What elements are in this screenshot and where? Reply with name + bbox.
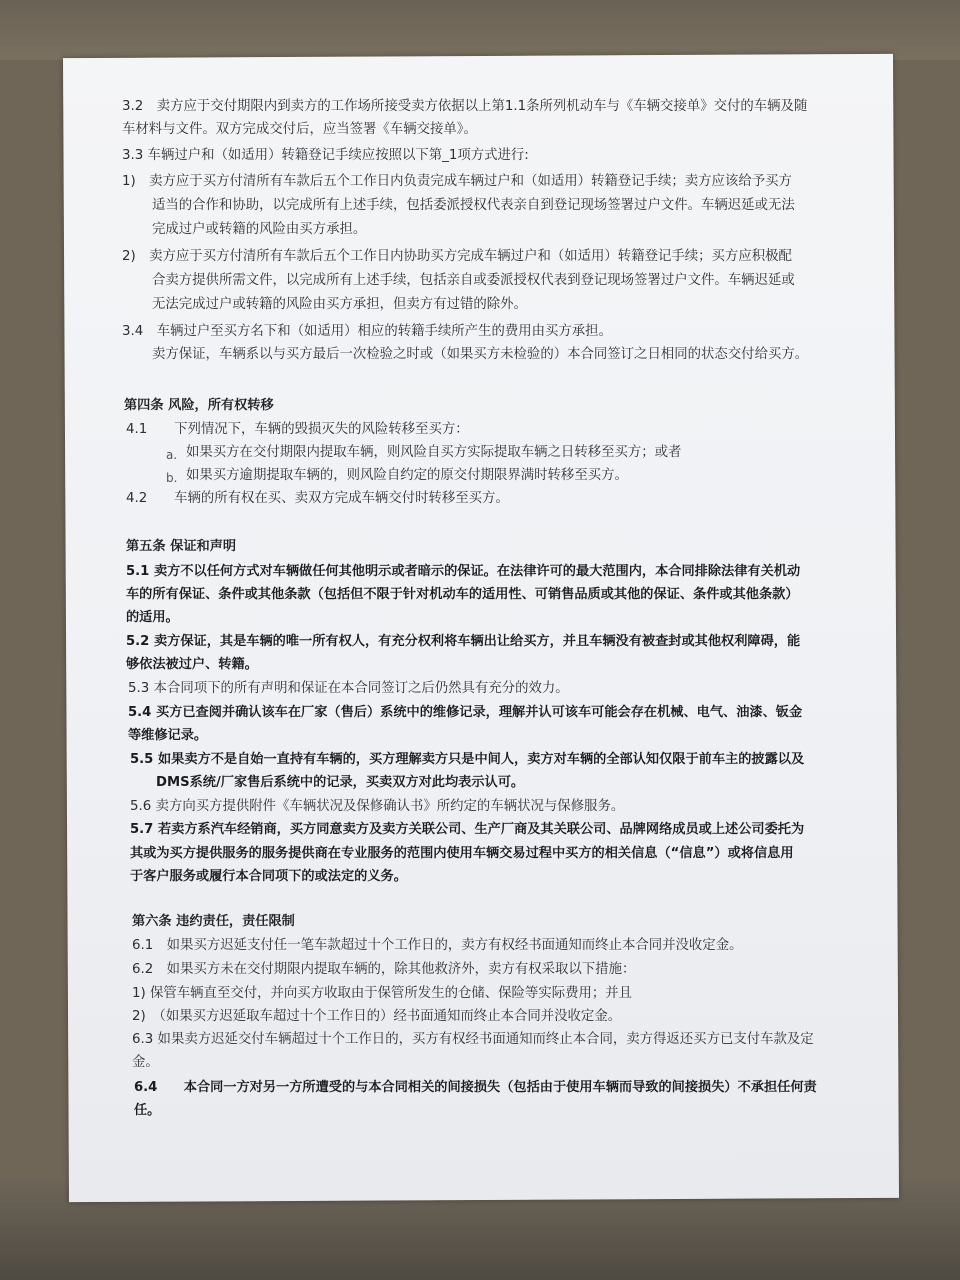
article-5-heading: 第五条 保证和声明 [126,539,237,554]
clause-3-3-option-2-line-1: 2) 卖方应于买方付清所有车款后五个工作日内协助买方完成车辆过户和（如适用）转籍登记手续；买方应积极配 [122,249,792,264]
clause-6-2: 6.2 如果买方未在交付期限内提取车辆的，除其他救济外，卖方有权采取以下措施： [132,962,636,977]
clause-5-4-line-1: 5.4 买方已查阅并确认该车在厂家（售后）系统中的维修记录，理解并认可该车可能会存在机械、电气、油漆、钣金 [128,705,803,720]
clause-5-4-line-2: 等维修记录。 [128,728,208,743]
list-marker-b: b. [166,471,178,485]
clause-4-2: 4.2 车辆的所有权在买、卖双方完成车辆交付时转移至买方。 [126,491,509,506]
article-4-heading: 第四条 风险，所有权转移 [124,398,274,413]
clause-4-1-b: 如果买方逾期提取车辆的，则风险自约定的原交付期限界满时转移至买方。 [186,468,628,483]
clause-3-3: 3.3 车辆过户和（如适用）转籍登记手续应按照以下第_1项方式进行: [122,148,529,163]
clause-3-3-option-2-line-2: 合卖方提供所需文件，以完成所有上述手续，包括亲自或委派授权代表到登记现场签署过户文件。车辆迟延或 [152,273,795,288]
clause-5-5-line-2: DMS系统/厂家售后系统中的记录，买卖双方对此均表示认可。 [156,775,525,790]
clause-5-2-line-1: 5.2 卖方保证，其是车辆的唯一所有权人，有充分权利将车辆出让给买方，并且车辆没有被查封或其他权利障碍，能 [126,634,801,649]
clause-4-1-a: 如果买方在交付期限内提取车辆，则风险自买方实际提取车辆之日转移至买方；或者 [186,445,682,460]
clause-5-1-line-1: 5.1 卖方不以任何方式对车辆做任何其他明示或者暗示的保证。在法律许可的最大范围内，本合同排除法律有关机动 [126,564,801,579]
seller-warranty-statement: 卖方保证，车辆系以与买方最后一次检验之时或（如果买方未检验的）本合同签订之日相同的状态交付给买方。 [152,347,809,362]
clause-3-4: 3.4 车辆过户至买方名下和（如适用）相应的转籍手续所产生的费用由买方承担。 [122,324,612,339]
clause-5-1-line-3: 的适用。 [126,610,179,625]
article-6-heading: 第六条 违约责任，责任限制 [132,914,295,929]
clause-3-2-line-1: 3.2 卖方应于交付期限内到卖方的工作场所接受卖方依据以上第1.1条所列机动车与《车辆交接单》交付的车辆及随 [122,99,808,114]
clause-5-1-line-2: 车的所有保证、条件或其他条款（包括但不限于针对机动车的适用性、可销售品质或其他的保证、条件或其他条款） [126,587,799,602]
clause-4-1: 4.1 下列情况下，车辆的毁损灭失的风险转移至买方： [126,422,469,437]
clause-3-3-option-1-line-1: 1) 卖方应于买方付清所有车款后五个工作日内负责完成车辆过户和（如适用）转籍登记手续；卖方应该给予买方 [122,174,792,189]
clause-5-5-line-1: 5.5 如果卖方不是自始一直持有车辆的，买方理解卖方只是中间人，卖方对车辆的全部认知仅限于前车主的披露以及 [130,752,805,767]
clause-3-3-option-1-line-2: 适当的合作和协助，以完成所有上述手续，包括委派授权代表亲自到登记现场签署过户文件。车辆迟延或无法 [152,198,795,213]
list-marker-a: a. [166,448,178,462]
clause-3-3-option-1-line-3: 完成过户或转籍的风险由买方承担。 [152,222,367,237]
clause-5-6: 5.6 卖方向买方提供附件《车辆状况及保修确认书》所约定的车辆状况与保修服务。 [130,799,625,814]
clause-5-2-line-2: 够依法被过户、转籍。 [126,657,258,672]
clause-6-4-line-2: 任。 [134,1103,161,1118]
clause-5-7-line-2: 其或为买方提供服务的服务提供商在专业服务的范围内使用车辆交易过程中买方的相关信息（“信息”）或将信息用 [130,846,794,861]
clause-6-3-line-1: 6.3 如果卖方迟延交付车辆超过十个工作日的，买方有权经书面通知而终止本合同，卖方得返还买方已支付车款及定 [132,1032,814,1047]
clause-6-1: 6.1 如果买方迟延支付任一笔车款超过十个工作日的，卖方有权经书面通知而终止本合同并没收定金。 [132,938,743,953]
clause-6-3-line-2: 金。 [132,1055,159,1070]
background-top [0,0,960,60]
clause-6-4-line-1: 6.4 本合同一方对另一方所遭受的与本合同相关的间接损失（包括由于使用车辆而导致的间接损失）不承担任何责 [134,1080,817,1095]
clause-3-3-option-2-line-3: 无法完成过户或转籍的风险由买方承担，但卖方有过错的除外。 [152,297,527,312]
clause-6-2-measure-2: 2) （如果买方迟延取车超过十个工作日的）经书面通知而终止本合同并没收定金。 [132,1009,622,1024]
clause-5-3: 5.3 本合同项下的所有声明和保证在本合同签订之后仍然具有充分的效力。 [128,681,569,696]
clause-3-2-line-2: 车材料与文件。双方完成交付后，应当签署《车辆交接单》。 [122,122,477,137]
clause-5-7-line-1: 5.7 若卖方系汽车经销商，买方同意卖方及卖方关联公司、生产厂商及其关联公司、品牌网络成员或上述公司委托为 [130,822,805,837]
clause-5-7-line-3: 于客户服务或履行本合同项下的或法定的义务。 [130,869,407,884]
clause-6-2-measure-1: 1) 保管车辆直至交付，并向买方收取由于保管所发生的仓储、保险等实际费用；并且 [132,986,633,1001]
